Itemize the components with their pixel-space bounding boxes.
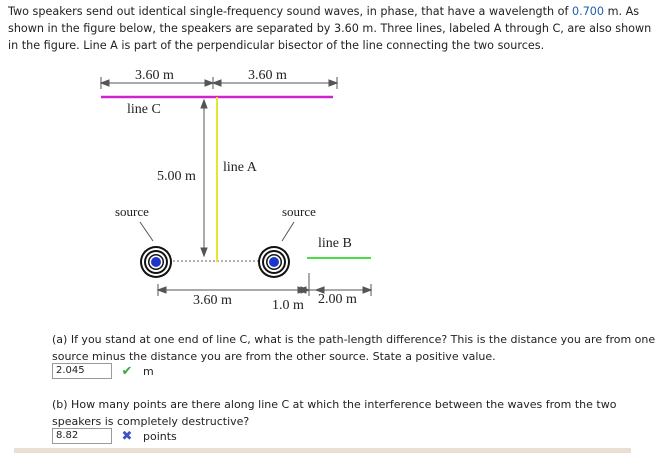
problem-text-part2: m. As shown in the figure below, the speakers are separated by 3.60 m. Three lines, labeled A through C, are also shown in the figure. Line A is part of the perpendicular bisector of the line connecting the two sources. [8, 5, 652, 52]
dim-top-left-label: 3.60 m [135, 68, 174, 83]
speaker-right-icon [258, 246, 290, 278]
dim-bottom-label: 3.60 m [193, 293, 232, 308]
dim-lineb-label: 2.00 m [318, 292, 357, 307]
part-b-question: (b) How many points are there along line C at which the interference between the waves from the two speakers is completely destructive? [52, 398, 617, 428]
line-c-label: line C [127, 102, 161, 117]
part-b-answer-input[interactable]: 8.82 [52, 428, 112, 444]
line-a-label: line A [223, 160, 257, 175]
source-left-pointer [140, 222, 153, 241]
part-a-unit: m [143, 364, 154, 378]
part-a-answer-row [52, 363, 154, 379]
speaker-left-icon [140, 246, 172, 278]
correct-check-icon: ✔ [121, 363, 133, 379]
top-dim-arrow-mid-right [213, 80, 221, 86]
height-dim-arrow-bottom [201, 248, 207, 256]
line-b-label: line B [318, 236, 352, 251]
part-a-answer-input[interactable]: 2.045 [52, 363, 112, 379]
bottom-dim-arrow-left [158, 287, 166, 293]
incorrect-x-icon: ✖ [121, 428, 133, 444]
wavelength-value: 0.700 [572, 5, 605, 18]
top-dim-arrow-right [329, 80, 337, 86]
part-b-unit: points [143, 429, 177, 443]
dim-gap-label: 1.0 m [272, 298, 304, 313]
height-label: 5.00 m [157, 169, 196, 184]
part-a-question: (a) If you stand at one end of line C, what is the path-length difference? This is the distance you are from one source minus the distance you are from the other source. State a positive value. [52, 333, 656, 363]
dim-top-right-label: 3.60 m [248, 68, 287, 83]
bottom-scroll-bar [14, 448, 631, 453]
height-dim-arrow-top [201, 100, 207, 108]
source-right-label: source [282, 204, 316, 219]
lineb-dim-arrow-right [363, 287, 371, 293]
source-right-pointer [282, 222, 294, 241]
top-dim-arrow-left [101, 80, 109, 86]
problem-text-part1: Two speakers send out identical single-frequency sound waves, in phase, that have a wavelength of [8, 5, 573, 18]
part-b-answer-row [52, 428, 177, 444]
source-left-label: source [115, 204, 149, 219]
